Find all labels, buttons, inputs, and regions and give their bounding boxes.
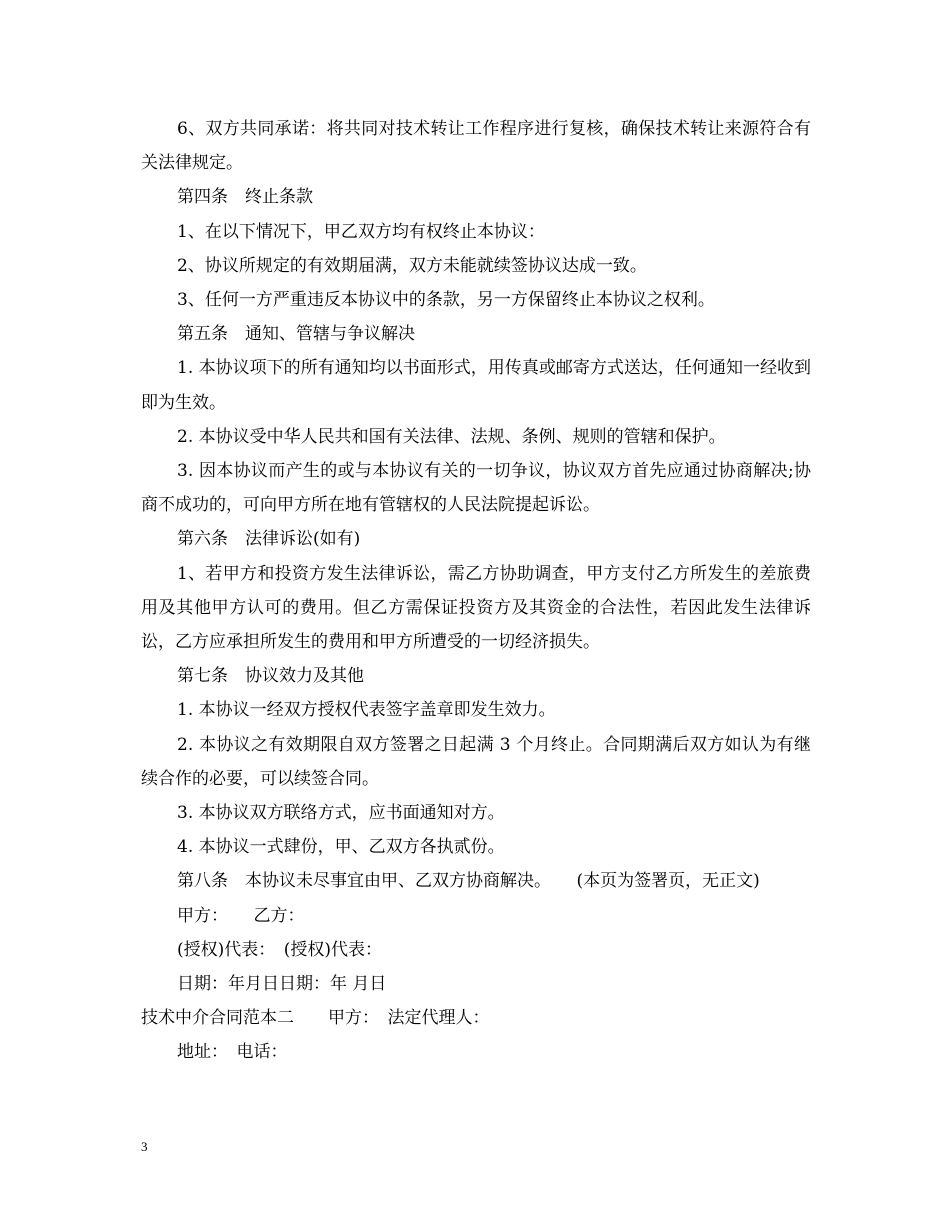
paragraph-article-4-item-3: 3、任何一方严重违反本协议中的条款，另一方保留终止本协议之权利。 [177,290,715,311]
template-two-title-line: 技术中介合同范本二 甲方： 法定代理人： [141,1008,490,1029]
page-number: 3 [141,1139,148,1154]
article-6-heading: 第六条 法律诉讼(如有) [177,529,361,550]
article-7-heading: 第七条 协议效力及其他 [177,666,364,687]
signature-parties-line: 甲方： 乙方： [177,905,305,926]
paragraph-article-7-item-4: 4. 本协议一式肆份，甲、乙双方各执贰份。 [177,837,505,858]
paragraph-article-5-item-1: 1. 本协议项下的所有通知均以书面形式，用传真或邮寄方式送达，任何通知一经收到即为生效。 [141,358,811,413]
signature-dates-line: 日期：年月日日期：年 月日 [177,974,387,995]
article-8-heading: 第八条 本协议未尽事宜由甲、乙双方协商解决。 (本页为签署页，无正文) [177,871,760,892]
signature-representatives-line: (授权)代表： (授权)代表： [177,939,383,960]
paragraph-article-5-item-3: 3. 因本协议而产生的或与本协议有关的一切争议，协议双方首先应通过协商解决;协商不成功的，可向甲方所在地有管辖权的人民法院提起诉讼。 [141,461,811,516]
paragraph-article-7-item-1: 1. 本协议一经双方授权代表签字盖章即发生效力。 [177,700,556,721]
address-phone-line: 地址： 电话： [177,1042,288,1063]
document-body [141,112,811,1070]
article-5-heading: 第五条 通知、管辖与争议解决 [177,324,415,345]
paragraph-clause-3-item-6: 6、双方共同承诺：将共同对技术转让工作程序进行复核，确保技术转让来源符合有关法律规定。 [141,119,811,174]
paragraph-article-7-item-2: 2. 本协议之有效期限自双方签署之日起满 3 个月终止。合同期满后双方如认为有继续合作的必要，可以续签合同。 [141,734,811,789]
paragraph-article-6-item-1: 1、若甲方和投资方发生法律诉讼，需乙方协助调查，甲方支付乙方所发生的差旅费用及其他甲方认可的费用。但乙方需保证投资方及其资金的合法性，若因此发生法律诉讼，乙方应承担所发生的费用和甲方所遭受的一切经济损失。 [141,563,811,653]
paragraph-article-4-item-1: 1、在以下情况下，甲乙双方均有权终止本协议： [177,221,545,242]
paragraph-article-5-item-2: 2. 本协议受中华人民共和国有关法律、法规、条例、规则的管辖和保护。 [177,426,726,447]
article-4-heading: 第四条 终止条款 [177,187,313,208]
paragraph-article-4-item-2: 2、协议所规定的有效期届满，双方未能就续签协议达成一致。 [177,255,647,276]
paragraph-article-7-item-3: 3. 本协议双方联络方式，应书面通知对方。 [177,803,505,824]
